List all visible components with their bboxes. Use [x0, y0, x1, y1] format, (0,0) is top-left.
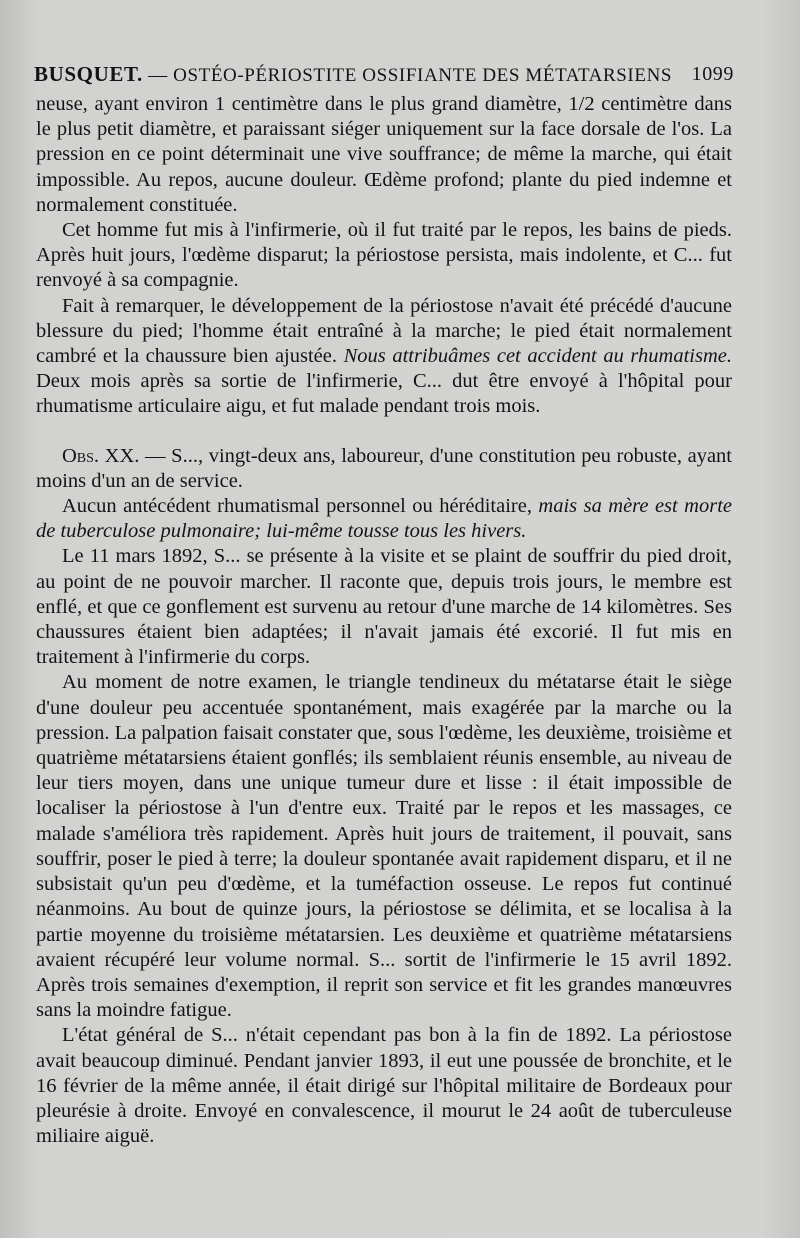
paragraph-3-italic: Nous attribuâmes cet accident au rhumatisme.: [343, 345, 732, 368]
paragraph-3-text-a: Fait à remarquer, le développement de la périostose n'avait été précédé d'aucune blessure du pied; l'homme était entraîné à la marche; le pied était normalement cambré et la chaussure bien ajustée.: [36, 294, 732, 368]
body-text: [36, 92, 732, 1149]
page-number: 1099: [691, 63, 734, 85]
paragraph-1: neuse, ayant environ 1 centimètre dans le plus grand diamètre, 1/2 centimètre dans le plus petit diamètre, et paraissant siéger uniquement sur la face dorsale de l'os. La pression en ce point déterminait une vive souffrance; de même la marche, qui était impossible. Au repos, aucune douleur. Œdème profond; plante du pied indemne et normalement constituée.: [36, 93, 732, 216]
paragraph-2: Cet homme fut mis à l'infirmerie, où il fut traité par le repos, les bains de pieds. Après huit jours, l'œdème disparut; la périostose persista, mais indolente, et C... fut renvoyé à sa compagnie.: [36, 219, 732, 292]
section-gap: [36, 420, 732, 444]
paragraph-5: [36, 494, 732, 544]
paragraph-5-italic: mais sa mère est morte de tuberculose pulmonaire; lui-même tousse tous les hivers.: [36, 495, 732, 543]
paragraph-3: [36, 294, 732, 420]
observation-heading: [36, 444, 732, 494]
paragraph-3-text-b: Deux mois après sa sortie de l'infirmerie, C... dut être envoyé à l'hôpital pour rhumatisme articulaire aigu, et fut malade pendant trois mois.: [36, 370, 732, 418]
paragraph-5-text: Aucun antécédent rhumatismal personnel ou héréditaire,: [62, 495, 539, 518]
paragraph-6: Le 11 mars 1892, S... se présente à la visite et se plaint de souffrir du pied droit, au point de ne pouvoir marcher. Il raconte que, depuis trois jours, le membre est enflé, et que ce gonflement est survenu au retour d'une marche de 14 kilomètres. Ses chaussures étaient bien adaptées; il n'avait jamais été excorié. Il fut mis en traitement à l'infirmerie du corps.: [36, 545, 732, 669]
header-author: BUSQUET.: [34, 62, 143, 86]
observation-text: — S..., vingt-deux ans, laboureur, d'une constitution peu robuste, ayant moins d'un an de service.: [36, 444, 732, 492]
paragraph-8: L'état général de S... n'était cependant pas bon à la fin de 1892. La périostose avait beaucoup diminué. Pendant janvier 1893, il eut une poussée de bronchite, et le 16 février de la même année, il était dirigé sur l'hôpital militaire de Bordeaux pour pleurésie à droite. Envoyé en convalescence, il mourut le 24 août de tuberculeuse miliaire aiguë.: [36, 1024, 732, 1148]
header-title: — OSTÉO-PÉRIOSTITE OSSIFIANTE DES MÉTATARSIENS: [142, 65, 673, 86]
paragraph-7: Au moment de notre examen, le triangle tendineux du métatarse était le siège d'une douleur peu accentuée spontanément, mais exagérée par la marche ou la pression. La palpation faisait constater que, sous l'œdème, les deuxième, troisième et quatrième métatarsiens étaient gonflés; ils semblaient réunis ensemble, au niveau de leur tiers moyen, dans une unique tumeur dure et lisse : il était impossible de localiser la périostose à l'un d'entre eux. Traité par le repos et les massages, ce malade s'améliora très rapidement. Après huit jours de traitement, il pouvait, sans souffrir, poser le pied à terre; la douleur spontanée avait rapidement disparu, et il ne subsistait qu'un peu d'œdème, et la tuméfaction osseuse. Le repos fut continué néanmoins. Au bout de quinze jours, la périostose se délimita, et se localisa à la partie moyenne du troisième métatarsien. Les deuxième et quatrième métatarsiens avaient récupéré leur volume normal. S... sortit de l'infirmerie le 15 avril 1892. Après trois semaines d'exemption, il reprit son service et fit les grandes manœuvres sans la moindre fatigue.: [36, 671, 732, 1022]
observation-label: Obs. XX.: [62, 444, 140, 467]
running-head: [34, 60, 734, 90]
